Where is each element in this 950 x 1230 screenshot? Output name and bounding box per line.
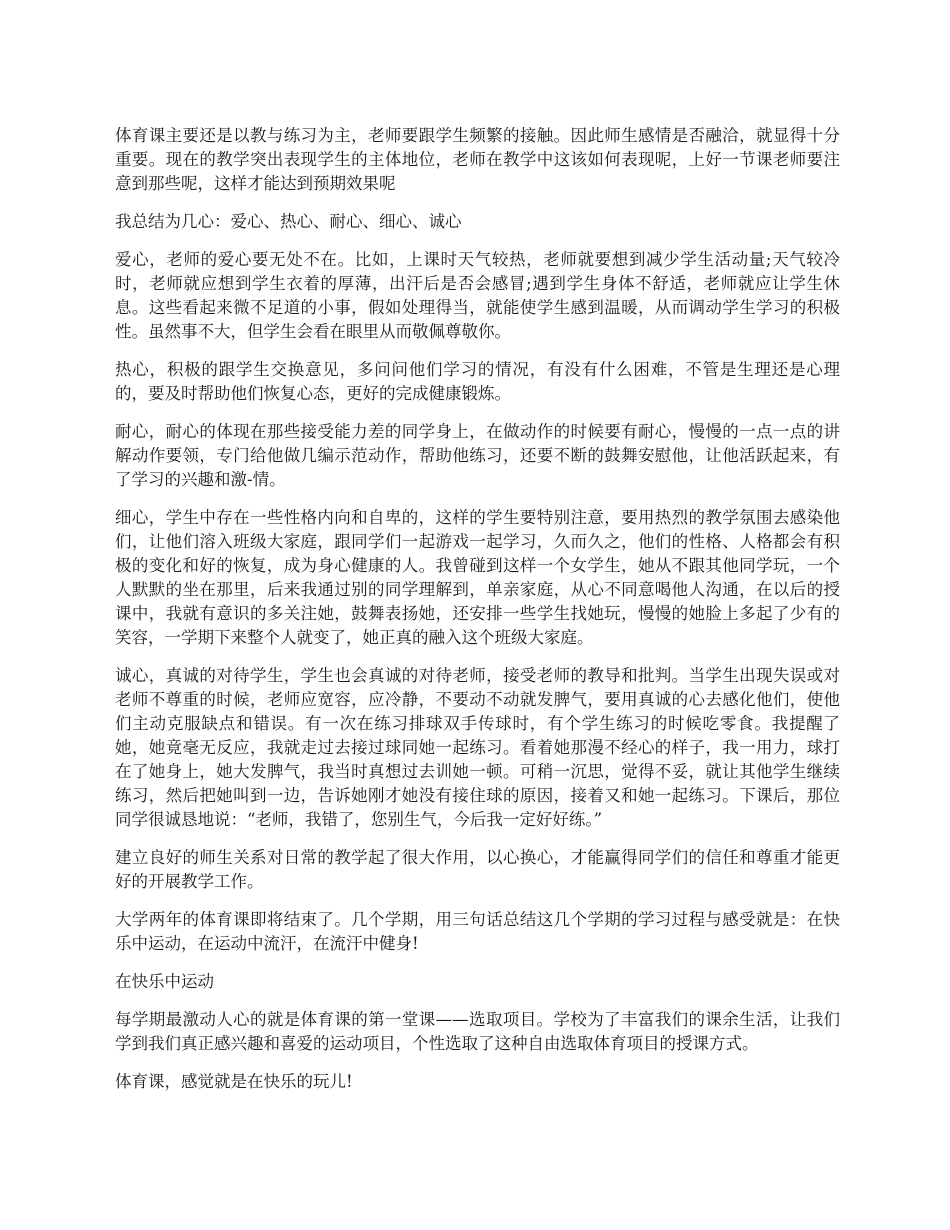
paragraph-intro: 体育课主要还是以教与练习为主，老师要跟学生频繁的接触。因此师生感情是否融洽，就显得十分重要。现在的教学突出表现学生的主体地位，老师在教学中这该如何表现呢，上好一节课老师要注意到那些呢，这样才能达到预期效果呢 [115, 126, 840, 193]
paragraph-patience: 耐心，耐心的体现在那些接受能力差的同学身上，在做动作的时候要有耐心，慢慢的一点一点的讲解动作要领，专门给他做几编示范动作，帮助他练习，还要不断的鼓舞安慰他，让他活跃起来，有了学习的兴趣和激-情。 [115, 422, 840, 489]
document-body [115, 124, 840, 1108]
paragraph-fun: 体育课，感觉就是在快乐的玩儿! [115, 1072, 353, 1091]
paragraph-summary-hearts: 我总结为几心：爱心、热心、耐心、细心、诚心 [115, 212, 462, 231]
paragraph-sincerity: 诚心，真诚的对待学生，学生也会真诚的对待老师，接受老师的教导和批判。当学生出现失误或对老师不尊重的时候，老师应宽容，应冷静，不要动不动就发脾气，要用真诚的心去感化他们，使他们主动克服缺点和错误。有一次在练习排球双手传球时，有个学生练习的时候吃零食。我提醒了她，她竟毫无反应，我就走过去接过球同她一起练习。看着她那漫不经心的样子，我一用力，球打在了她身上，她大发脾气，我当时真想过去训她一顿。可稍一沉思，觉得不妥，就让其他学生继续练习，然后把她叫到一边，告诉她刚才她没有接住球的原因，接着又和她一起练习。下课后，那位同学很诚恳地说：“老师，我错了，您别生气，今后我一定好好练。” [115, 666, 840, 829]
paragraph-two-years: 大学两年的体育课即将结束了。几个学期，用三句话总结这几个学期的学习过程与感受就是：在快乐中运动，在运动中流汗，在流汗中健身! [115, 910, 840, 953]
paragraph-carefulness: 细心，学生中存在一些性格内向和自卑的，这样的学生要特别注意，要用热烈的教学氛围去感染他们，让他们溶入班级大家庭，跟同学们一起游戏一起学习，久而久之，他们的性格、人格都会有积极的变化和好的恢复，成为身心健康的人。我曾碰到这样一个女学生，她从不跟其他同学玩，一个人默默的坐在那里，后来我通过别的同学理解到，单亲家庭，从心不同意喝他人沟通，在以后的授课中，我就有意识的多关注她，鼓舞表扬她，还安排一些学生找她玩，慢慢的她脸上多起了少有的笑容，一学期下来整个人就变了，她正真的融入这个班级大家庭。 [115, 508, 840, 647]
paragraph-relationship: 建立良好的师生关系对日常的教学起了很大作用，以心换心，才能赢得同学们的信任和尊重才能更好的开展教学工作。 [115, 848, 840, 891]
paragraph-love: 爱心，老师的爱心要无处不在。比如，上课时天气较热，老师就要想到减少学生活动量;天气较冷时，老师就应想到学生衣着的厚薄，出汗后是否会感冒;遇到学生身体不舒适，老师就应让学生休息。这些看起来微不足道的小事，假如处理得当，就能使学生感到温暖，从而调动学生学习的积极性。虽然事不大，但学生会看在眼里从而敬佩尊敬你。 [115, 250, 840, 341]
section-heading-happy-sport: 在快乐中运动 [115, 972, 214, 991]
paragraph-first-class: 每学期最激动人心的就是体育课的第一堂课——选取项目。学校为了丰富我们的课余生活，让我们学到我们真正感兴趣和喜爱的运动项目，个性选取了这种自由选取体育项目的授课方式。 [115, 1010, 840, 1053]
paragraph-enthusiasm: 热心，积极的跟学生交换意见，多问问他们学习的情况，有没有什么困难，不管是生理还是心理的，要及时帮助他们恢复心态，更好的完成健康锻炼。 [115, 360, 840, 403]
